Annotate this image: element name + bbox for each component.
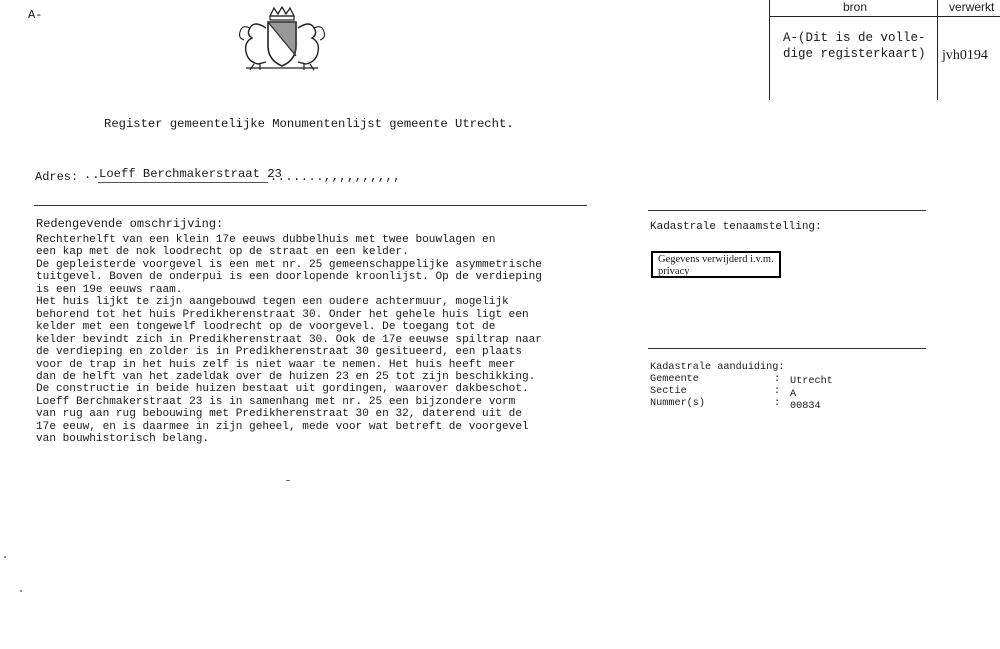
right-section-divider-middle [648, 348, 926, 349]
description-line: van bouwhistorisch belang. [36, 433, 210, 446]
verwerkt-label: verwerkt [949, 0, 995, 14]
bron-label: bron [843, 0, 868, 14]
address-label: Adres: [35, 170, 79, 184]
description-line: Loeff Berchmakerstraat 23 is in samenhang met nr. 25 een bijzondere vorm [36, 395, 516, 408]
header-box [769, 0, 1000, 100]
description-line: kelder bevindt zich in Predikherenstraat 30. Ook de 17e eeuwse spiltrap naar [36, 333, 542, 346]
kadastrale-colon: : [774, 386, 781, 397]
kadastrale-tenaamstelling-label: Kadastrale tenaamstelling: [650, 221, 822, 233]
address-underline [98, 182, 268, 183]
description-line: dan de helft van het zadeldak over de huizen 23 en 25 tot zijn beschikking. [36, 370, 536, 383]
kadastrale-key-gemeente: Gemeente [650, 374, 699, 385]
description-line: De gepleisterde voorgevel is een met nr. 25 gemeenschappelijke asymmetrische [36, 258, 542, 271]
address-value: Loeff Berchmakerstraat 23 [99, 167, 282, 181]
description-line: 17e eeuw, en is daarmee in zijn geheel, mede voor wat betreft de voorgevel [36, 420, 529, 433]
description-line: tuitgevel. Boven de onderpui is een doorlopende kroonlijst. Op de verdieping [36, 271, 542, 284]
description-line: van rug aan rug bebouwing met Predikherenstraat 30 en 32, daterend uit de [36, 408, 522, 421]
left-section-divider [34, 205, 587, 206]
description-line: De constructie in beide huizen bestaat uit gordingen, waarover dakbeschot. [36, 383, 529, 396]
kadastrale-value-gemeente: Utrecht [790, 376, 833, 387]
kadastrale-aanduiding-label: Kadastrale aanduiding: [650, 362, 785, 373]
description-line: behorend tot het huis Predikherenstraat 30. Onder het gehele huis ligt een [36, 308, 529, 321]
description-line: Het huis lijkt te zijn aangebouwd tegen een oudere achtermuur, mogelijk [36, 296, 509, 309]
description-body [36, 234, 581, 446]
description-line: de verdieping en zolder is in Predikherenstraat 30 gesitueerd, een plaats [36, 346, 522, 359]
description-label: Redengevende omschrijving: [36, 217, 224, 231]
register-title: Register gemeentelijke Monumentenlijst gemeente Utrecht. [104, 117, 514, 131]
description-line: Rechterhelft van een klein 17e eeuws dubbelhuis met twee bouwlagen en [36, 234, 496, 246]
bron-value-line2: dige registerkaart) [783, 47, 926, 61]
description-line: een kap met de nok loodrecht op de straat en een kelder. [36, 246, 409, 259]
corner-mark: A- [28, 8, 43, 22]
kadastrale-value-sectie: A [790, 389, 797, 400]
kadastrale-value-nummers: 00834 [790, 401, 821, 412]
kadastrale-colon: : [774, 374, 781, 385]
scan-speck [20, 590, 22, 592]
description-line: voor de trap in het huis zelf is niet waar te nemen. Het huis heeft meer [36, 358, 516, 371]
kadastrale-colon: : [774, 398, 781, 409]
address-dots-left: .. [84, 168, 101, 182]
bron-value [783, 30, 926, 62]
bron-value-line1: A-(Dit is de volle- [783, 31, 926, 45]
description-line: is een 19e eeuws raam. [36, 283, 183, 296]
kadastrale-key-sectie: Sectie [650, 386, 687, 397]
kadastrale-key-nummers: Nummer(s) [650, 398, 706, 409]
privacy-notice-box [651, 251, 781, 278]
description-line: kelder met een tongewelf loodrecht op de voorgevel. De toegang tot de [36, 321, 496, 334]
scan-speck [4, 556, 6, 558]
privacy-notice-line2: privacy [658, 265, 690, 277]
verwerkt-value: jvh0194 [942, 48, 988, 63]
privacy-notice-line1: Gegevens verwijderd i.v.m. [658, 254, 774, 265]
utrecht-coat-of-arms [232, 6, 332, 72]
address-dots-right: .......,,,,,,,,,, [270, 170, 401, 184]
right-section-divider-top [648, 210, 926, 211]
scan-speck [286, 480, 290, 481]
